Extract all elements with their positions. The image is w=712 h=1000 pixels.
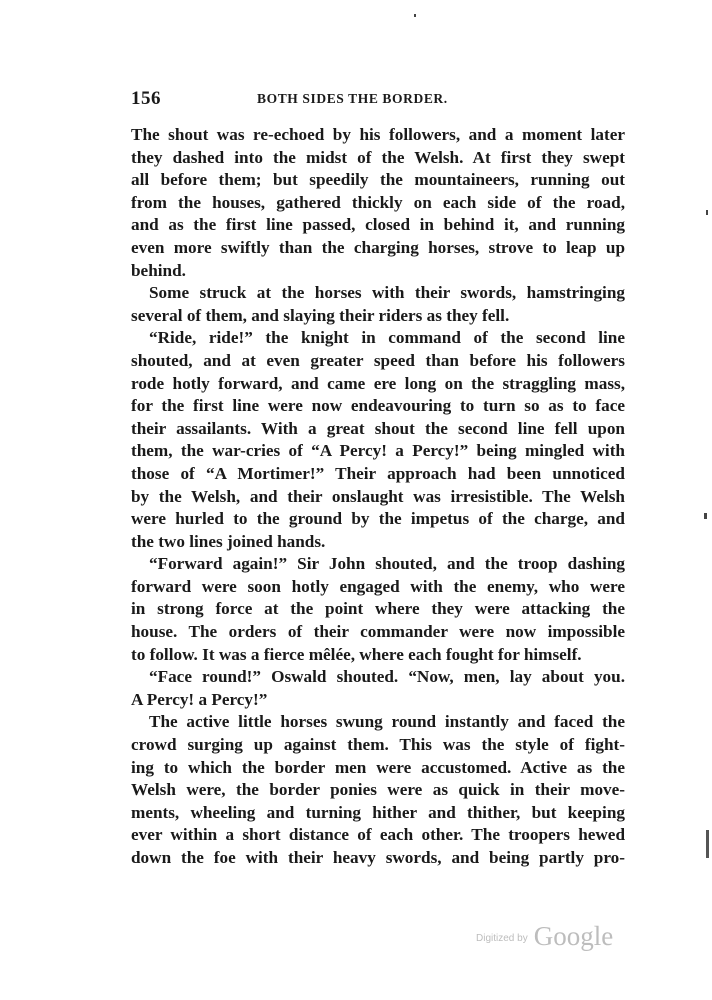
text-line: house. The orders of their commander were now impossible — [131, 622, 625, 642]
scan-speck — [706, 210, 708, 215]
scan-speck — [706, 830, 709, 858]
text-line: in strong force at the point where they were attacking the — [131, 599, 625, 619]
scan-speck — [704, 513, 707, 519]
body-text — [131, 124, 625, 870]
text-line: several of them, and slaying their riders as they fell. — [131, 305, 510, 325]
text-line: all before them; but speedily the mountaineers, running out — [131, 170, 625, 190]
scan-speck — [414, 14, 416, 17]
text-line: were hurled to the ground by the impetus of the charge, and — [131, 509, 625, 529]
running-head: BOTH SIDES THE BORDER. — [257, 91, 448, 106]
text-line: even more swiftly than the charging horses, strove to leap up — [131, 237, 625, 257]
text-line: those of “A Mortimer!” Their approach had been unnoticed — [131, 463, 625, 483]
text-line: crowd surging up against them. This was the style of fight- — [131, 735, 625, 755]
text-line: from the houses, gathered thickly on each side of the road, — [131, 192, 625, 212]
text-line: shouted, and at even greater speed than before his followers — [131, 350, 625, 370]
watermark-prefix: Digitized by — [476, 933, 528, 944]
text-line: they dashed into the midst of the Welsh. At first they swept — [131, 147, 625, 167]
text-line: The shout was re-echoed by his followers, and a moment later — [131, 125, 625, 144]
text-line: A Percy! a Percy!” — [131, 689, 268, 709]
digitized-watermark — [476, 921, 613, 951]
text-line: ever within a short distance of each other. The troopers hewed — [131, 825, 625, 845]
text-line: “Face round!” Oswald shouted. “Now, men, lay about you. — [149, 667, 625, 687]
text-line: rode hotly forward, and came ere long on the straggling mass, — [131, 373, 625, 393]
text-line: “Forward again!” Sir John shouted, and the troop dashing — [149, 554, 625, 574]
text-line: the two lines joined hands. — [131, 531, 326, 551]
text-line: them, the war-cries of “A Percy! a Percy!” being mingled with — [131, 441, 625, 461]
page-number: 156 — [131, 88, 161, 109]
text-line: Welsh were, the border ponies were as quick in their move- — [131, 780, 625, 800]
watermark-brand: Google — [533, 921, 614, 951]
text-line: “Ride, ride!” the knight in command of the second line — [149, 328, 625, 348]
text-line: for the first line were now endeavouring to turn so as to face — [131, 396, 625, 416]
text-line: ing to which the border men were accustomed. Active as the — [131, 757, 625, 777]
text-line: Some struck at the horses with their swords, hamstringing — [149, 283, 625, 303]
text-line: forward were soon hotly engaged with the enemy, who were — [131, 576, 625, 596]
text-line: behind. — [131, 260, 186, 280]
text-line: and as the first line passed, closed in behind it, and running — [131, 215, 625, 235]
text-line: to follow. It was a fierce mêlée, where each fought for himself. — [131, 644, 582, 664]
text-line: ments, wheeling and turning hither and thither, but keeping — [131, 802, 625, 822]
page-header — [131, 88, 623, 112]
text-line: by the Welsh, and their onslaught was irresistible. The Welsh — [131, 486, 625, 506]
text-line: The active little horses swung round instantly and faced the — [149, 712, 625, 732]
text-line: their assailants. With a great shout the second line fell upon — [131, 418, 625, 438]
text-line: down the foe with their heavy swords, and being partly pro- — [131, 848, 625, 867]
